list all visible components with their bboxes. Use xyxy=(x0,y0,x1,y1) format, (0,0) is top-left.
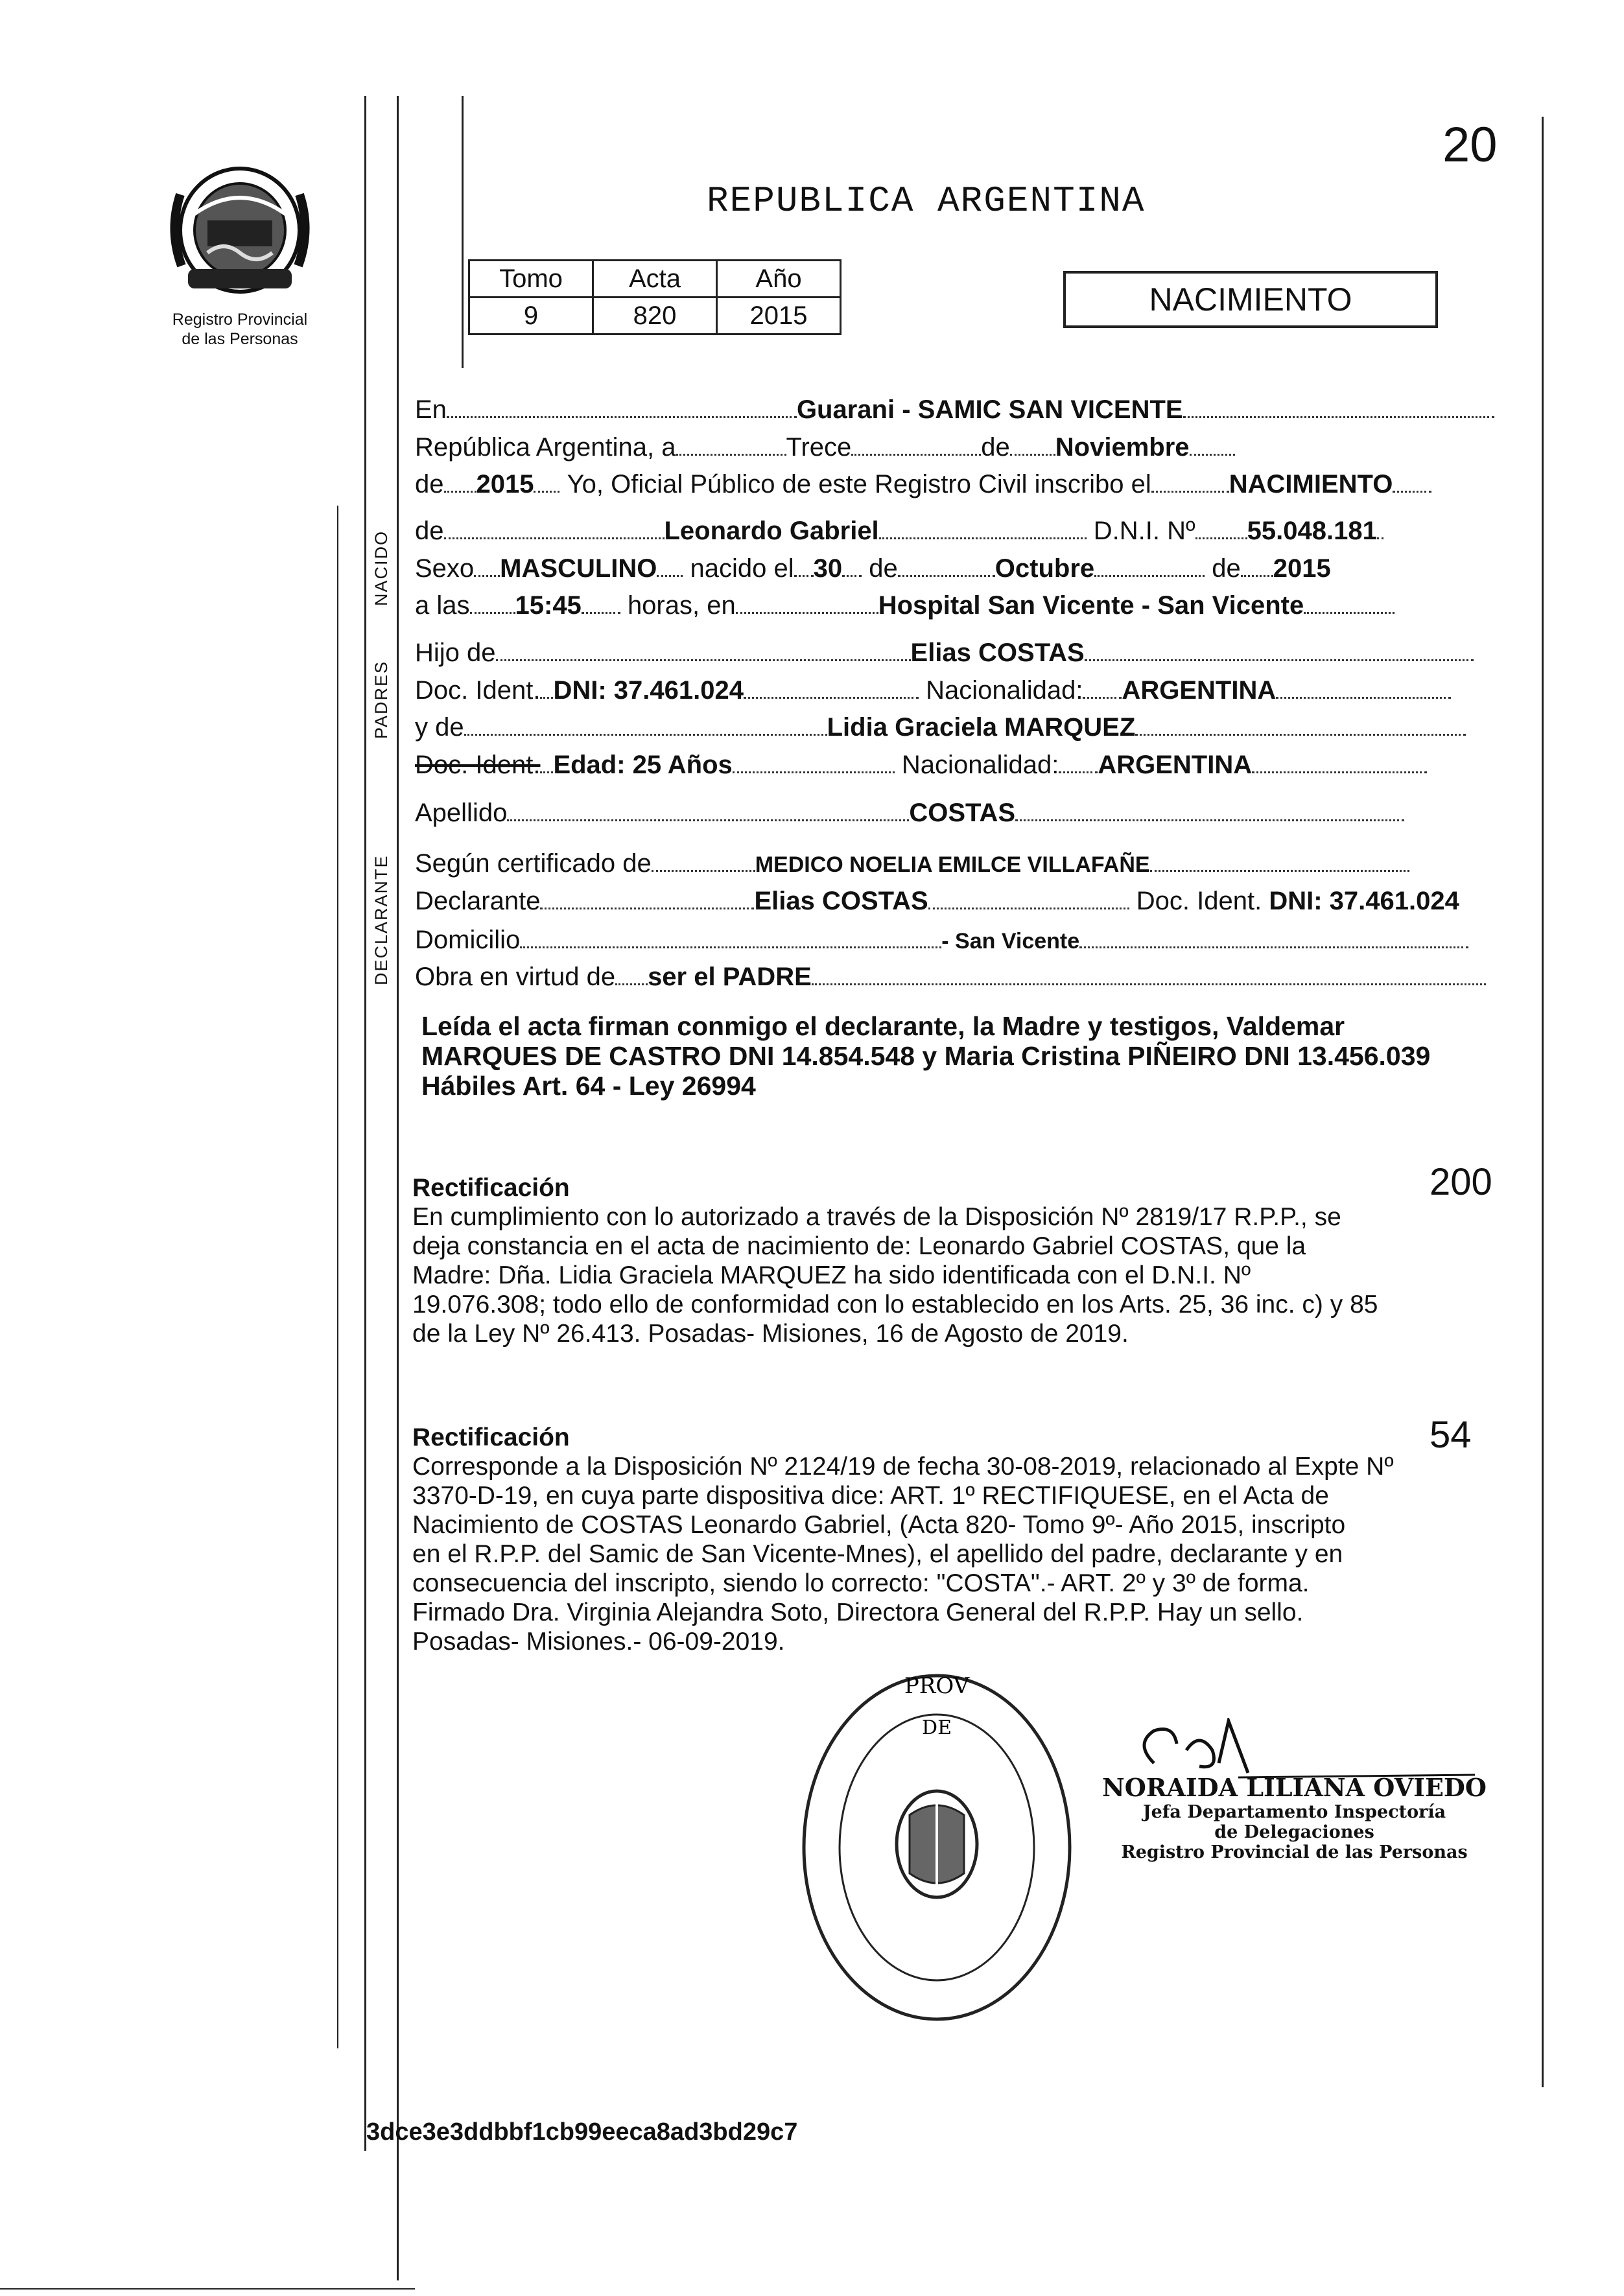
declarante-doc-value: DNI: 37.461.024 xyxy=(1269,887,1459,915)
inscribe-value: NACIMIENTO xyxy=(1229,470,1393,498)
tomo-acta-anio-table xyxy=(468,259,841,335)
row-obra: Obra en virtud de ser el PADRE xyxy=(415,963,1494,992)
official-name: NORAIDA LILIANA OVIEDO xyxy=(1102,1773,1487,1802)
misiones-coat-of-arms-logo xyxy=(162,156,318,308)
row-inscribe: de 2015 Yo, Oficial Público de este Registro Civil inscribo el NACIMIENTO xyxy=(415,470,1494,499)
row-certificado: Según certificado de MEDICO NOELIA EMILCE VILLAFAÑE xyxy=(415,849,1494,878)
side-label-nacido: NACIDO xyxy=(371,530,391,606)
row-hora: a las 15:45 horas, en Hospital San Vicente - San Vicente xyxy=(415,591,1494,620)
dia-nac: 30 xyxy=(813,554,843,583)
side-label-declarante: DECLARANTE xyxy=(371,854,391,985)
row-lugar: En Guarani - SAMIC SAN VICENTE xyxy=(415,395,1494,425)
row-padre: Hijo de Elias COSTAS xyxy=(415,638,1494,668)
firma-statement: Leída el acta firman conmigo el declarante, la Madre y testigos, Valdemar MARQUES DE CASTRO DNI 14.854.548 y Maria Cristina PIÑEIRO DNI 13.456.039 Hábiles Art. 64 - Ley 26994 xyxy=(421,1011,1431,1101)
row-madre: y de Lidia Graciela MARQUEZ xyxy=(415,713,1494,742)
dia-texto: Trece xyxy=(786,433,852,462)
domicilio-value: - San Vicente xyxy=(941,929,1080,954)
margin-rule xyxy=(364,96,366,2151)
rectificacion-title: Rectificación xyxy=(412,1174,570,1202)
certificado-value: MEDICO NOELIA EMILCE VILLAFAÑE xyxy=(755,852,1150,877)
madre-doc-value: Edad: 25 Años xyxy=(553,751,733,779)
row-padre-doc: Doc. Ident. DNI: 37.461.024 Nacionalidad: ARGENTINA xyxy=(415,676,1494,705)
acta-value: 820 xyxy=(593,298,717,334)
madre-value: Lidia Graciela MARQUEZ xyxy=(827,713,1136,742)
page-number: 20 xyxy=(1442,117,1498,172)
mes-nac: Octubre xyxy=(994,554,1095,583)
declarante-value: Elias COSTAS xyxy=(754,887,928,915)
tomo-value: 9 xyxy=(469,298,593,334)
padre-nac-value: ARGENTINA xyxy=(1122,676,1277,705)
anio-value: 2015 xyxy=(717,298,841,334)
rectificacion-200: Rectificación En cumplimiento con lo autorizado a través de la Disposición Nº 2819/17 R.P.P., se deja constancia en el acta de nacimiento de: Leonardo Gabriel COSTAS, que la Madre: Dña. Lidia Graciela MARQUEZ ha sido identificada con el D.N.I. Nº 19.076.308; todo ello de conformidad con lo establecido en los Arts. 25, 36 inc. c) y 85 de la Ley Nº 26.413. Posadas- Misiones, 16 de Agosto de 2019. xyxy=(412,1173,1469,1348)
country-heading: REPUBLICA ARGENTINA xyxy=(707,180,1146,222)
document-hash: 3dce3e3ddbbf1cb99eeca8ad3bd29c7 xyxy=(366,2118,798,2146)
bottom-rule xyxy=(0,2288,415,2290)
official-signature-block: NORAIDA LILIANA OVIEDO Jefa Departamento Inspectoría de Delegaciones Registro Provincial de las Personas xyxy=(1102,1773,1487,1862)
anio-nac: 2015 xyxy=(1273,554,1331,583)
logo-caption: Registro Provincial de las Personas xyxy=(172,310,308,348)
rectificacion-number: 54 xyxy=(1430,1414,1472,1456)
row-apellido: Apellido COSTAS xyxy=(415,799,1494,828)
rectificacion-54: Rectificación Corresponde a la Disposición Nº 2124/19 de fecha 30-08-2019, relacionado al Expte Nº 3370-D-19, en cuya parte dispositiva dice: ART. 1º RECTIFIQUESE, en el Acta de Nacimiento de COSTAS Leonardo Gabriel, (Acta 820- Tomo 9º- Año 2015, inscripto en el R.P.P. del Samic de San Vicente-Mnes), el apellido del padre, declarante y en consecuencia del inscripto, siendo lo correcto: "COSTA".- ART. 2º y 3º de forma. Firmado Dra. Virginia Alejandra Soto, Directora General del R.P.P. Hay un sello. Posadas- Misiones.- 06-09-2019. xyxy=(412,1423,1469,1656)
apellido-value: COSTAS xyxy=(909,799,1016,827)
anio-texto: 2015 xyxy=(476,470,534,498)
margin-rule xyxy=(337,506,338,2048)
lugar-value: Guarani - SAMIC SAN VICENTE xyxy=(796,395,1183,424)
dni-value: 55.048.181 xyxy=(1247,517,1377,545)
margin-rule xyxy=(397,96,399,2280)
tomo-header: Tomo xyxy=(469,261,593,298)
row-domicilio: Domicilio - San Vicente xyxy=(415,926,1494,955)
mes-texto: Noviembre xyxy=(1055,433,1190,462)
svg-text:DE: DE xyxy=(922,1716,952,1739)
row-nombre: de Leonardo Gabriel D.N.I. Nº 55.048.181 xyxy=(415,517,1494,546)
svg-text:PROV: PROV xyxy=(904,1673,970,1699)
official-seal-stamp xyxy=(794,1666,1079,2032)
row-fecha: República Argentina, a Trece de Noviembre xyxy=(415,433,1494,462)
rectificacion-number: 200 xyxy=(1430,1161,1492,1203)
obra-value: ser el PADRE xyxy=(648,963,812,991)
padre-doc-value: DNI: 37.461.024 xyxy=(553,676,744,705)
rectificacion-title: Rectificación xyxy=(412,1423,570,1451)
madre-nac-value: ARGENTINA xyxy=(1098,751,1253,779)
hora-value: 15:45 xyxy=(515,591,582,620)
row-sexo: Sexo MASCULINO nacido el 30 de Octubre de 2015 xyxy=(415,554,1331,583)
record-type-box: NACIMIENTO xyxy=(1063,271,1438,328)
lugar-nac-value: Hospital San Vicente - San Vicente xyxy=(878,591,1304,620)
row-madre-doc: Doc. Ident. Edad: 25 Años Nacionalidad: ARGENTINA xyxy=(415,751,1494,780)
anio-header: Año xyxy=(717,261,841,298)
side-label-padres: PADRES xyxy=(371,660,391,739)
nombre-value: Leonardo Gabriel xyxy=(664,517,879,545)
margin-rule xyxy=(462,96,464,368)
sexo-value: MASCULINO xyxy=(500,554,657,583)
margin-rule xyxy=(1542,117,1544,2087)
row-declarante: Declarante Elias COSTAS Doc. Ident. DNI: 37.461.024 xyxy=(415,887,1459,915)
padre-value: Elias COSTAS xyxy=(910,638,1085,667)
acta-header: Acta xyxy=(593,261,717,298)
